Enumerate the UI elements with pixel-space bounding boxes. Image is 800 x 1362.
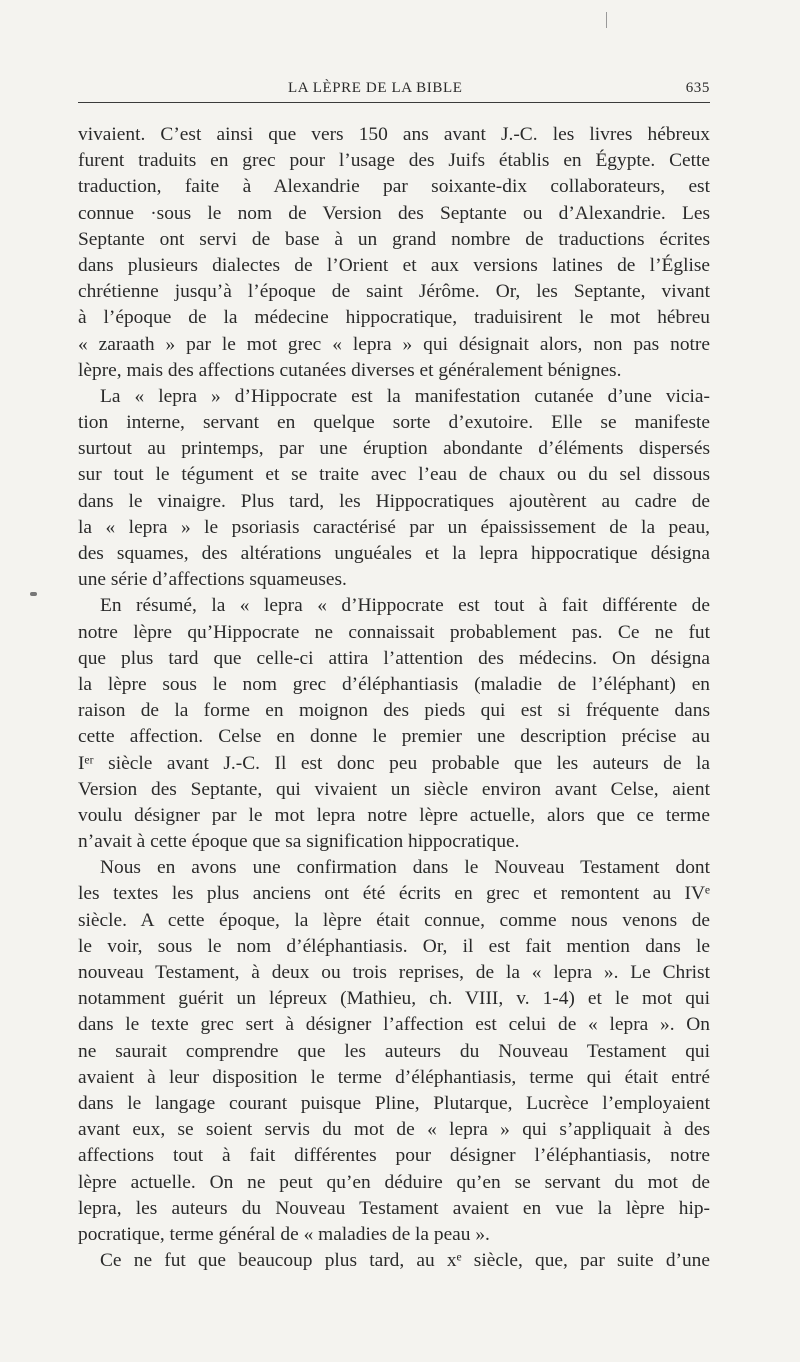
text-line: avaient à leur disposition le terme d’éléphantiasis, terme qui était entré — [78, 1066, 710, 1088]
text-line: les textes les plus anciens ont été écrits en grec et remontent au IVᵉ — [78, 883, 710, 905]
text-line: vivaient. C’est ainsi que vers 150 ans avant J.-C. les livres hébreux — [78, 124, 710, 145]
text-line: notre lèpre qu’Hippocrate ne connaissait probablement pas. Ce ne fut — [78, 621, 710, 643]
text-line: Septante ont servi de base à un grand nombre de traductions écrites — [78, 228, 710, 250]
body-text — [78, 122, 710, 1274]
text-line: siècle. A cette époque, la lèpre était connue, comme nous venons de — [78, 909, 710, 931]
text-line: « zaraath » par le mot grec « lepra » qui désignait alors, non pas notre — [78, 333, 710, 355]
text-line: la lèpre sous le nom grec d’éléphantiasis (maladie de l’éléphant) en — [78, 673, 710, 695]
text-line: Nous en avons une confirmation dans le Nouveau Testament dont — [100, 857, 710, 879]
text-line: voulu désigner par le mot lepra notre lèpre actuelle, alors que ce terme — [78, 804, 710, 826]
text-line: traduction, faite à Alexandrie par soixante-dix collaborateurs, est — [78, 176, 710, 198]
text-line: Version des Septante, qui vivaient un siècle environ avant Celse, aient — [78, 778, 710, 800]
margin-mark — [30, 592, 37, 596]
text-line: Ce ne fut que beaucoup plus tard, au xᵉ siècle, que, par suite d’une — [100, 1250, 710, 1272]
text-line: dans le texte grec sert à désigner l’affection est celui de « lepra ». On — [78, 1014, 710, 1036]
text-line: à l’époque de la médecine hippocratique, traduisirent le mot hébreu — [78, 307, 710, 329]
text-line: la « lepra » le psoriasis caractérisé par un épaississement de la peau, — [78, 516, 710, 538]
text-line: ne saurait comprendre que les auteurs du Nouveau Testament qui — [78, 1040, 710, 1062]
text-line: La « lepra » d’Hippocrate est la manifestation cutanée d’une vicia- — [100, 385, 710, 407]
text-line: cette affection. Celse en donne le premier une description précise au — [78, 726, 710, 748]
header-rule — [78, 102, 710, 103]
page-number: 635 — [685, 80, 710, 96]
text-line: des squames, des altérations unguéales et la lepra hippocratique désigna — [78, 543, 710, 564]
text-line: le voir, sous le nom d’éléphantiasis. Or, il est fait mention dans le — [78, 935, 710, 957]
text-line: lèpre actuelle. On ne peut qu’en déduire qu’en se servant du mot de — [78, 1171, 710, 1193]
text-line: En résumé, la « lepra « d’Hippocrate est tout à fait différente de — [100, 595, 710, 617]
text-line: lèpre, mais des affections cutanées diverses et généralement bénignes. — [78, 359, 622, 381]
text-line: nouveau Testament, à deux ou trois reprises, de la « lepra ». Le Christ — [78, 962, 710, 983]
text-line: tion interne, servant en quelque sorte d’exutoire. Elle se manifeste — [78, 412, 710, 434]
text-line: une série d’affections squameuses. — [78, 569, 347, 591]
text-line: pocratique, terme général de « maladies de la peau ». — [78, 1223, 490, 1245]
running-title: LA LÈPRE DE LA BIBLE — [288, 80, 463, 96]
text-line: chrétienne jusqu’à l’époque de saint Jérôme. Or, les Septante, vivant — [78, 281, 710, 303]
text-line: dans plusieurs dialectes de l’Orient et aux versions latines de l’Église — [78, 254, 710, 276]
text-line: connue ·sous le nom de Version des Septante ou d’Alexandrie. Les — [78, 202, 710, 224]
text-line: sur tout le tégument et se traite avec l’eau de chaux ou du sel dissous — [78, 464, 710, 486]
text-line: n’avait à cette époque que sa signification hippocratique. — [78, 831, 520, 853]
text-line: affections tout à fait différentes pour désigner l’éléphantiasis, notre — [78, 1145, 710, 1167]
text-line: avant eux, se soient servis du mot de « lepra » qui s’appliquait à des — [78, 1119, 710, 1141]
text-line: dans le vinaigre. Plus tard, les Hippocratiques ajoutèrent au cadre de — [78, 490, 710, 512]
text-line: raison de la forme en moignon des pieds qui est si fréquente dans — [78, 700, 710, 722]
text-line: furent traduits en grec pour l’usage des Juifs établis en Égypte. Cette — [78, 150, 710, 172]
page-header — [78, 76, 710, 102]
text-line: dans le langage courant puisque Pline, Plutarque, Lucrèce l’employaient — [78, 1092, 710, 1114]
page-mark — [606, 12, 607, 28]
text-line: notamment guérit un lépreux (Mathieu, ch. VIII, v. 1-4) et le mot qui — [78, 988, 710, 1010]
text-line: Iᵉʳ siècle avant J.-C. Il est donc peu probable que les auteurs de la — [78, 752, 710, 774]
text-line: lepra, les auteurs du Nouveau Testament avaient en vue la lèpre hip- — [78, 1197, 710, 1219]
text-line: surtout au printemps, par une éruption abondante d’éléments dispersés — [78, 438, 710, 460]
text-line: que plus tard que celle-ci attira l’attention des médecins. On désigna — [78, 647, 710, 669]
